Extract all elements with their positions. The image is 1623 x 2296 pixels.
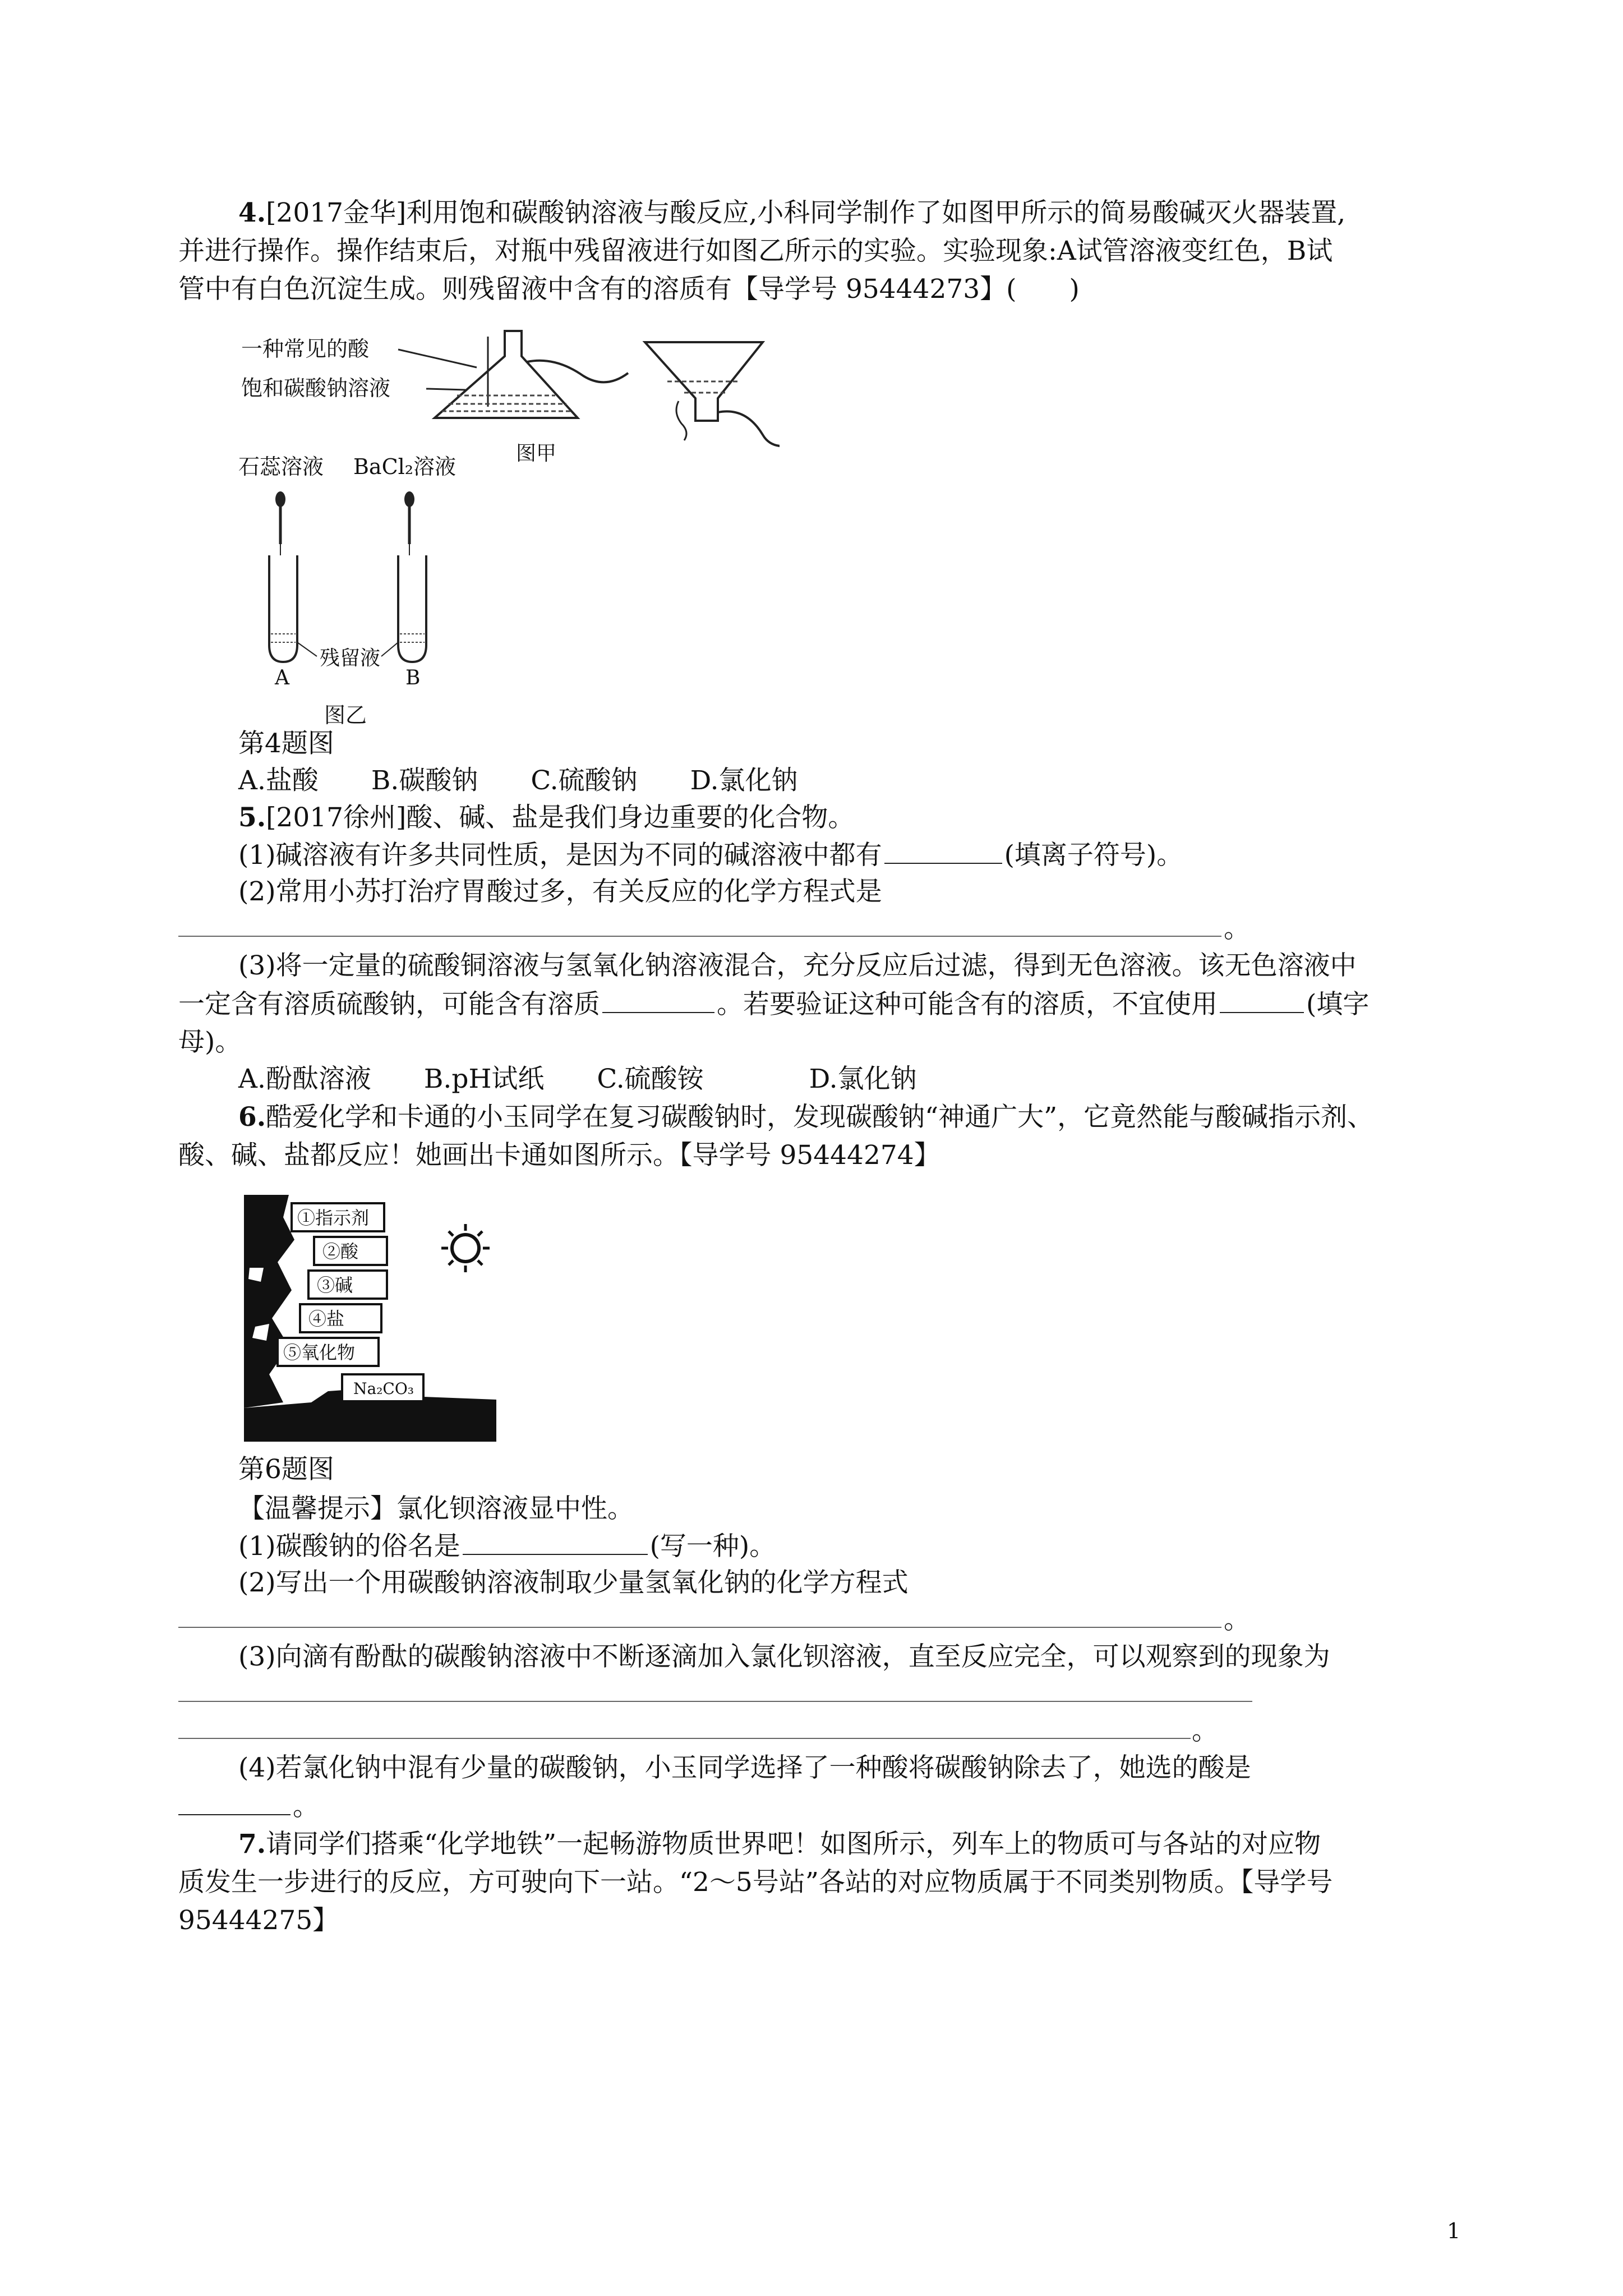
q6-part1-answer-blank[interactable] (463, 1529, 648, 1555)
q5-part2-answer-line[interactable] (178, 936, 1221, 937)
q6-part1: (1)碳酸钠的俗名是 (写一种)。 (238, 1529, 776, 1563)
page-number: 1 (1447, 2219, 1461, 2243)
q6-number: 6. (238, 1102, 266, 1133)
q7-line3: 95444275】 (178, 1905, 339, 1936)
q5-part3-line1: (3)将一定量的硫酸铜溶液与氢氧化钠溶液混合，充分反应后过滤，得到无色溶液。该无色溶液中 (238, 950, 1357, 981)
q4-line3: 管中有白色沉淀生成。则残留液中含有的溶质有【导学号 95444273】( ) (178, 274, 1080, 305)
fig-jia-label-acid: 一种常见的酸 (241, 337, 370, 361)
q6-part3-answer-line2[interactable] (178, 1738, 1191, 1739)
q5-part3-solute-blank[interactable] (602, 987, 714, 1013)
q7-line1: 7.请同学们搭乘“化学地铁”一起畅游物质世界吧！如图所示，列车上的物质可与各站的对应物 (238, 1829, 1321, 1860)
q6-step-3: ③碱 (317, 1274, 353, 1296)
q5-part1-answer-blank[interactable] (884, 838, 1002, 864)
q6-part3-answer-line1[interactable] (178, 1701, 1252, 1702)
q6-part3-end: 。 (1192, 1715, 1218, 1746)
fig-yi-label-a: A (275, 666, 289, 689)
q6-step-4: ④盐 (308, 1308, 345, 1329)
figure-yi-test-tubes (238, 449, 508, 696)
q4-figure-caption: 第4题图 (238, 728, 334, 759)
q7-line2: 质发生一步进行的反应，方可驶向下一站。“2～5号站”各站的对应物质属于不同类别物质。【导学号 (178, 1867, 1333, 1898)
fig-yi-label-bacl2: BaCl₂溶液 (353, 454, 457, 479)
q5-number: 5. (238, 802, 266, 833)
q5-options: A.酚酞溶液 B.pH试纸 C.硫酸铵 D.氯化钠 (238, 1064, 917, 1094)
figure-q6-cartoon (238, 1184, 502, 1447)
q6-part4-answer-row: 。 (178, 1789, 319, 1824)
q6-part4: (4)若氯化钠中混有少量的碳酸钠，小玉同学选择了一种酸将碳酸钠除去了，她选的酸是 (238, 1752, 1251, 1783)
fig-jia-label-solution: 饱和碳酸钠溶液 (241, 376, 391, 401)
q6-part2: (2)写出一个用碳酸钠溶液制取少量氢氧化钠的化学方程式 (238, 1567, 909, 1598)
q7-number: 7. (238, 1829, 266, 1860)
q4-number: 4. (238, 197, 266, 228)
q5-part2: (2)常用小苏打治疗胃酸过多，有关反应的化学方程式是 (238, 876, 882, 907)
q6-step-2: ②酸 (322, 1241, 359, 1262)
q6-na2co3-label: Na₂CO₃ (353, 1379, 414, 1398)
q5-part1: (1)碱溶液有许多共同性质，是因为不同的碱溶液中都有 (填离子符号)。 (238, 838, 1183, 872)
q6-part2-answer-line[interactable] (178, 1627, 1221, 1628)
fig-yi-label-residue: 残留液 (320, 647, 381, 670)
q4-options: A.盐酸 B.碳酸钠 C.硫酸钠 D.氯化钠 (238, 765, 798, 796)
q6-line1: 6.酷爱化学和卡通的小玉同学在复习碳酸钠时，发现碳酸钠“神通广大”，它竟然能与酸碱指示剂、 (238, 1102, 1374, 1133)
fig-yi-label-litmus: 石蕊溶液 (238, 454, 324, 479)
q5-part3-line2: 一定含有溶质硫酸钠，可能含有溶质 。若要验证这种可能含有的溶质，不宜使用 (填字 (178, 987, 1369, 1022)
q4-line1: 4.[2017金华]利用饱和碳酸钠溶液与酸反应,小科同学制作了如图甲所示的简易酸碱灭火器装置, (238, 197, 1346, 228)
figure-jia-extinguisher (241, 323, 780, 468)
q5-part2-end: 。 (1224, 913, 1250, 944)
q5-part3-option-blank[interactable] (1220, 987, 1304, 1013)
q6-part4-answer-blank[interactable] (178, 1789, 291, 1815)
q6-part3: (3)向滴有酚酞的碳酸钠溶液中不断逐滴加入氯化钡溶液，直至反应完全，可以观察到的现象为 (238, 1641, 1330, 1672)
fig-jia-caption: 图甲 (516, 442, 557, 465)
q6-figure-caption: 第6题图 (238, 1454, 334, 1485)
fig-yi-label-b: B (405, 666, 421, 689)
q6-line2: 酸、碱、盐都反应！她画出卡通如图所示。【导学号 95444274】 (178, 1140, 940, 1171)
q6-part2-end: 。 (1224, 1604, 1250, 1635)
q5-part3-line3: 母)。 (178, 1027, 242, 1057)
q5-stem: 5.[2017徐州]酸、碱、盐是我们身边重要的化合物。 (238, 802, 855, 833)
fig-yi-caption: 图乙 (324, 703, 367, 728)
q6-tip: 【温馨提示】氯化钡溶液显中性。 (238, 1493, 634, 1524)
q6-step-1: ①指示剂 (297, 1207, 370, 1228)
q6-step-5: ⑤氧化物 (283, 1342, 356, 1363)
q4-line2: 并进行操作。操作结束后，对瓶中残留液进行如图乙所示的实验。实验现象:A试管溶液变红色，B试 (178, 236, 1333, 266)
